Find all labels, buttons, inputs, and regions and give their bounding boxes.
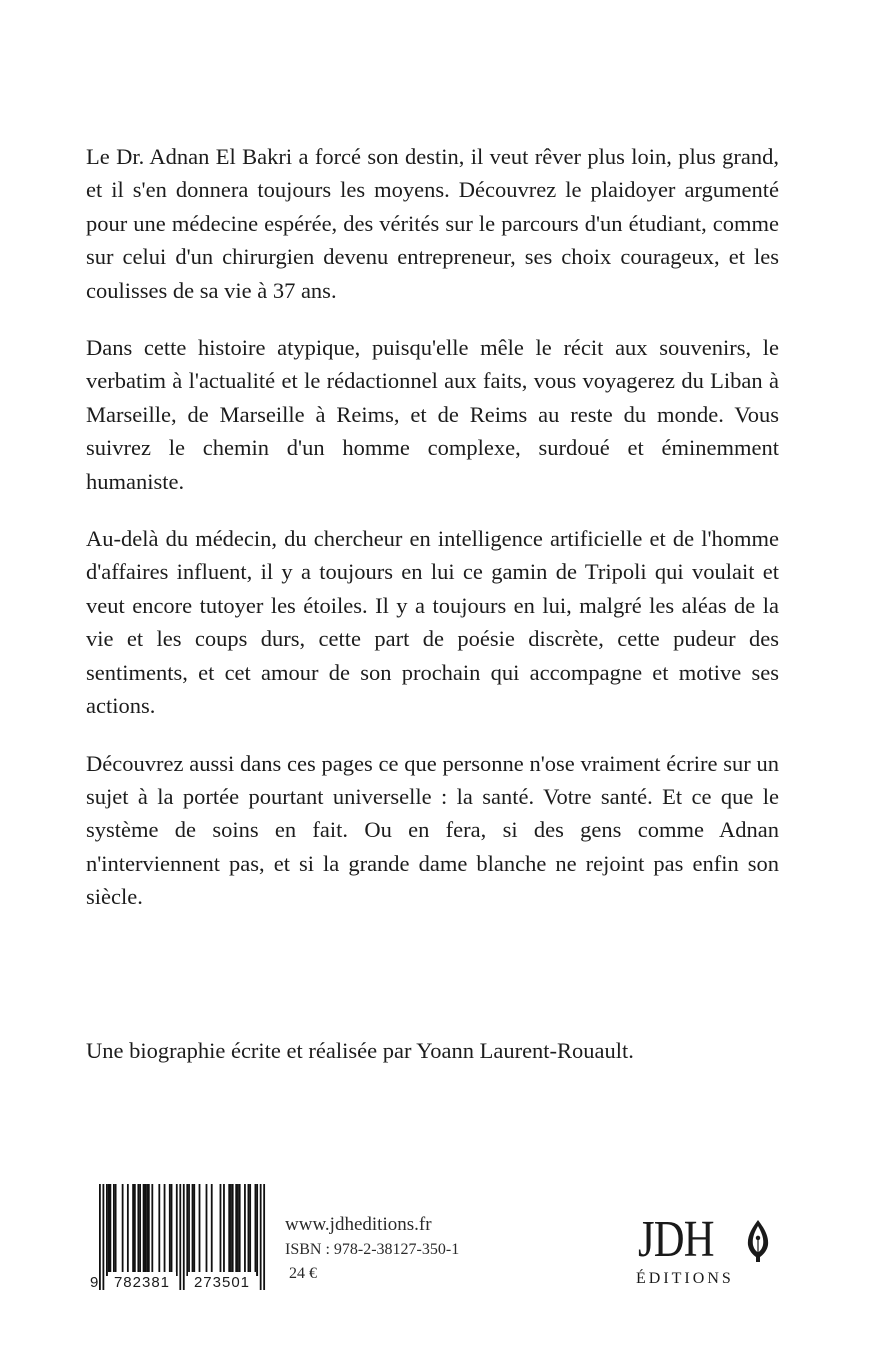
- barcode-bar: [230, 1184, 232, 1276]
- barcode-digits: [88, 1272, 266, 1294]
- barcode-bar: [192, 1184, 194, 1276]
- barcode-bar: [137, 1184, 139, 1276]
- blurb-paragraph-2: Dans cette histoire atypique, puisqu'elle mêle le récit aux souvenirs, le verbatim à l'actualité et le rédactionnel aux faits, vous voyagerez du Liban à Marseille, de Marseille à Reims, et de Reims au reste du monde. Vous suivrez le chemin d'un homme complexe, surdoué et éminemment humaniste.: [86, 335, 779, 494]
- publisher-website: www.jdheditions.fr: [285, 1214, 432, 1235]
- barcode-bar: [206, 1184, 208, 1276]
- barcode-bar: [144, 1184, 146, 1276]
- barcode-bar: [244, 1184, 246, 1276]
- barcode-bar: [223, 1184, 225, 1276]
- blurb-paragraph-1: Le Dr. Adnan El Bakri a forcé son destin, il veut rêver plus loin, plus grand, et il s'en donnera toujours les moyens. Découvrez le plaidoyer argumenté pour une médecine espérée, des vérités sur le parcours d'un étudiant, comme sur celui d'un chirurgien devenu entrepreneur, ses choix courageux, et les coulisses de sa vie à 37 ans.: [86, 144, 779, 303]
- barcode-bar: [199, 1184, 201, 1276]
- jdh-editions-logo: [636, 1212, 786, 1302]
- barcode-bar: [193, 1184, 195, 1276]
- logo-subtitle: ÉDITIONS: [636, 1270, 734, 1287]
- barcode-bar: [115, 1184, 117, 1276]
- barcode-bar: [256, 1184, 258, 1276]
- barcode-bar: [211, 1184, 213, 1276]
- barcode-bar: [237, 1184, 239, 1276]
- barcode-bar: [109, 1184, 111, 1276]
- barcode-bar: [228, 1184, 230, 1276]
- barcode-bar: [148, 1184, 150, 1276]
- logo-wordmark: JDH: [638, 1211, 714, 1268]
- barcode-first-digit: 9: [90, 1274, 99, 1291]
- barcode-bar: [235, 1184, 237, 1276]
- barcode-bar: [249, 1184, 251, 1276]
- barcode-bar: [151, 1184, 153, 1276]
- barcode-bar: [171, 1184, 173, 1276]
- barcode-bar: [255, 1184, 257, 1276]
- barcode-bar: [248, 1184, 250, 1276]
- barcode-bar: [164, 1184, 166, 1276]
- barcode-bar: [139, 1184, 141, 1276]
- fountain-pen-nib-icon: [744, 1218, 772, 1264]
- barcode-bar: [186, 1184, 188, 1276]
- barcode-left-digits: 782381: [108, 1272, 176, 1294]
- barcode-bar: [132, 1184, 134, 1276]
- publisher-info: [285, 1212, 459, 1286]
- barcode-bar: [220, 1184, 222, 1276]
- barcode-bar: [232, 1184, 234, 1276]
- barcode-bar: [176, 1184, 178, 1276]
- barcode-bar: [134, 1184, 136, 1276]
- barcode-bar: [113, 1184, 115, 1276]
- barcode-right-digits: 273501: [188, 1272, 256, 1294]
- barcode-bar: [158, 1184, 160, 1276]
- barcode-bar: [127, 1184, 129, 1276]
- barcode-bar: [239, 1184, 241, 1276]
- biography-credit: Une biographie écrite et réalisée par Yoann Laurent-Rouault.: [86, 1038, 634, 1063]
- isbn-number: ISBN : 978-2-38127-350-1: [285, 1241, 460, 1258]
- barcode-bar: [188, 1184, 190, 1276]
- barcode-bar: [122, 1184, 124, 1276]
- book-price: 24 €: [289, 1265, 317, 1282]
- back-cover-blurb: [86, 140, 779, 938]
- blurb-paragraph-4: Découvrez aussi dans ces pages ce que personne n'ose vraiment écrire sur un sujet à la portée pourtant universelle : la santé. Votre santé. Et ce que le système de soins en fait. Ou en fera, si des gens comme Adnan n'interviennent pas, et si la grande dame blanche ne rejoint pas enfin son siècle.: [86, 750, 779, 910]
- barcode-bar: [146, 1184, 148, 1276]
- barcode-bar: [143, 1184, 145, 1276]
- blurb-paragraph-3: Au-delà du médecin, du chercheur en intelligence artificielle et de l'homme d'affaires influent, il y a toujours en lui ce gamin de Tripoli qui voulait et veut encore tutoyer les étoiles. Il y a toujours en lui, malgré les aléas de la vie et les coups durs, cette part de poésie discrète, cette pudeur des sentiments, et cet amour de son prochain qui accompagne et motive ses actions.: [86, 526, 779, 719]
- barcode-bar: [106, 1184, 108, 1276]
- barcode-bar: [169, 1184, 171, 1276]
- barcode-bar: [108, 1184, 110, 1276]
